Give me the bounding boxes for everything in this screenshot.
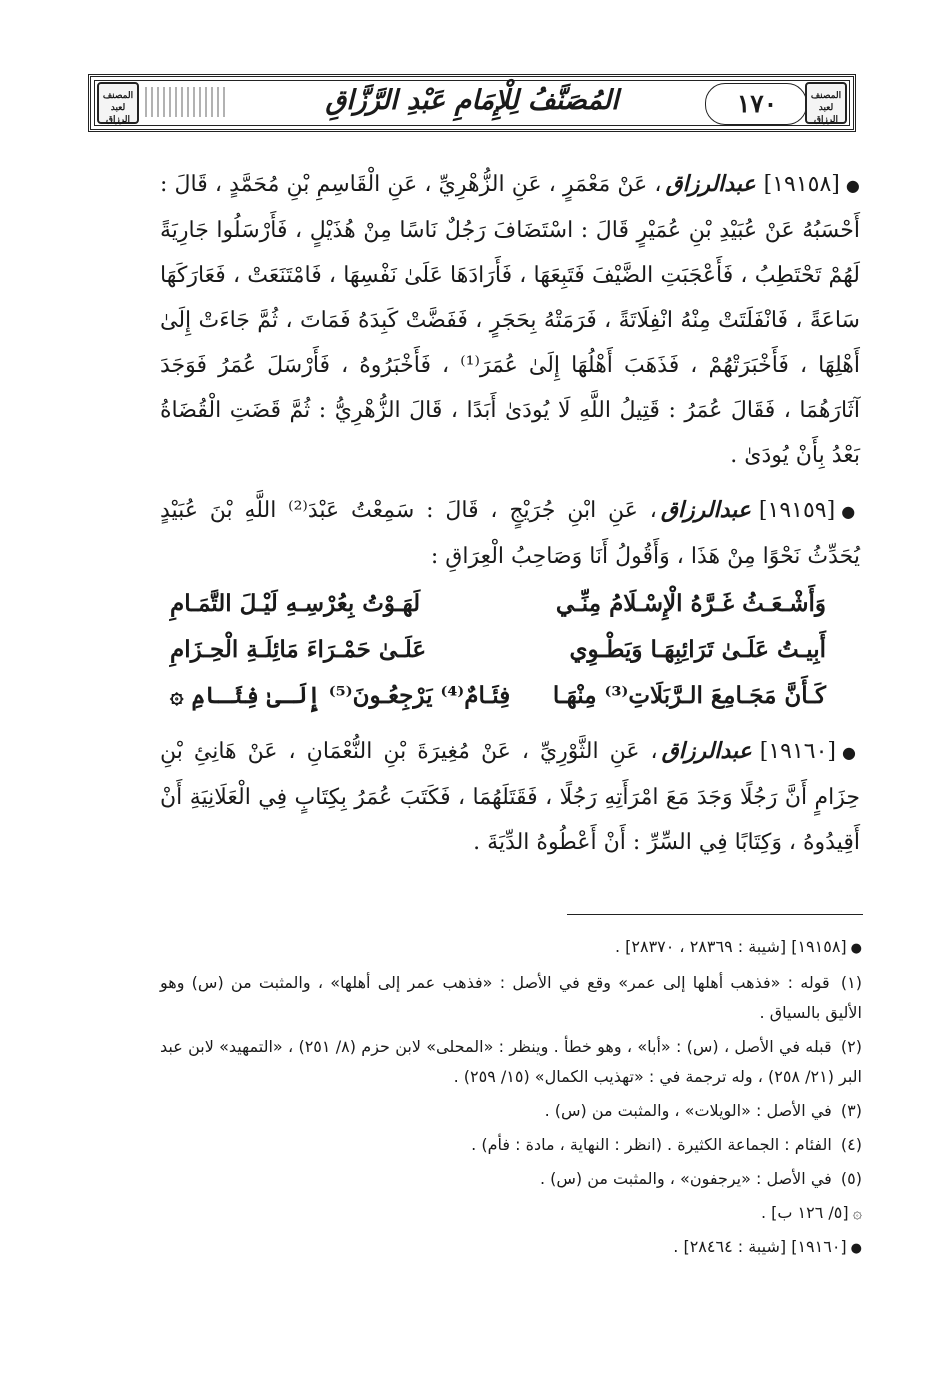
footnote-marker: (٥) xyxy=(840,1169,862,1188)
hadith-number: [١٩١٥٩] xyxy=(758,498,836,523)
poem xyxy=(160,581,860,719)
footnote xyxy=(160,1232,862,1264)
footnote-marker: (٢) xyxy=(840,1037,862,1056)
hadith-19160 xyxy=(160,729,860,865)
footnote-marker: ● xyxy=(850,1241,862,1256)
verse-second-hemistich: فِئَـامٌ⁽⁴⁾ يَرْجِعُـونَ⁽⁵⁾ إِلَـىٰ فِئَـامِ ۞ xyxy=(170,682,511,709)
footnote-marker: ● xyxy=(850,941,862,956)
footnote xyxy=(160,1032,862,1092)
footnote xyxy=(160,968,862,1028)
hadith-bullet: ● xyxy=(842,743,860,762)
footnote-text: الفئام : الجماعة الكثيرة . (انظر : النهاية ، مادة : فأم) . xyxy=(471,1135,832,1154)
footnote xyxy=(160,1164,862,1194)
footnote-marker: (٤) xyxy=(840,1135,862,1154)
hadith-author: عبدالرزاق xyxy=(660,497,751,523)
page-number: ١٧٠ xyxy=(736,89,778,118)
footnote-text: قوله : «فذهب أهلها إلى عمر» وقع في الأصل : «فذهب عمر إلى أهلها» ، والمثبت من (س) وهو الأليق بالسياق . xyxy=(160,973,862,1022)
footnote-text: قبله في الأصل ، (س) : «أبا» ، وهو خطأ . وينظر : «المحلى» لابن حزم (٨/ ٢٥١) ، «التمهيد» لابن عبد البر (٢١/ ٢٥٨) ، وله ترجمة في : «تهذيب الكمال» (١٥/ ٢٥٩) . xyxy=(160,1037,862,1086)
hadith-text: ، عَنِ ابْنِ جُرَيْجٍ ، قَالَ : سَمِعْتُ عَبْدَ⁽²⁾ اللَّهِ بْنَ عُبَيْدٍ يُحَدِّثُ نَحْوًا مِنْ هَذَا ، وَأَقُولُ أَنَا وَصَاحِبُ الْعِرَاقِ : xyxy=(160,498,860,569)
footnote xyxy=(160,1198,862,1228)
book-logo-right: المصنف لعبد الرزاق xyxy=(805,82,847,124)
hadith-number: [١٩١٦٠] xyxy=(759,739,836,764)
footnote xyxy=(160,932,862,964)
footnotes xyxy=(160,930,862,1268)
hadith-number: [١٩١٥٨] xyxy=(763,172,840,197)
verse-first-hemistich: أَبِيـتُ عَلَـىٰ تَرَائِبِهَـا وَيَطْـوِي xyxy=(569,636,826,663)
poem-verse xyxy=(160,627,860,673)
footnote-text: [٥/ ١٢٦ ب] . xyxy=(760,1203,849,1222)
footnote xyxy=(160,1096,862,1126)
hadith-19158 xyxy=(160,162,860,478)
footnote-text: في الأصل : «الويلات» ، والمثبت من (س) . xyxy=(544,1101,832,1120)
page-header xyxy=(88,74,856,132)
verse-first-hemistich: وَأَشْـعَـثُ غَـرَّهُ الْإِسْـلَامُ مِنِّـي xyxy=(555,590,826,617)
hadith-author: عبدالرزاق xyxy=(661,738,752,764)
hadith-bullet: ● xyxy=(845,176,860,195)
hadith-author: عبدالرزاق xyxy=(665,171,756,197)
footnote-marker: (٣) xyxy=(840,1101,862,1120)
hadith-19159 xyxy=(160,488,860,719)
verse-second-hemistich: عَلَـىٰ حَمْـرَاءَ مَائِلَـةِ الْحِـزَامِ xyxy=(170,636,427,663)
header-ornament-left xyxy=(145,87,225,117)
main-text xyxy=(160,162,860,875)
verse-second-hemistich: لَهَـوْتُ بِعُرْسِـهِ لَيْـلَ التَّمَـامِ xyxy=(170,590,421,617)
book-title: المُصَنَّفُ لِلْإِمَامِ عَبْدِ الرَّزَّاقِ xyxy=(325,85,619,116)
footnote-text: في الأصل : «يرجفون» ، والمثبت من (س) . xyxy=(539,1169,832,1188)
hadith-text: ، عَنِ الثَّوْرِيِّ ، عَنْ مُغِيرَةَ بْنِ النُّعْمَانِ ، عَنْ هَانِئِ بْنِ حِزَامٍ أَنَّ رَجُلًا وَجَدَ مَعَ امْرَأَتِهِ رَجُلًا ، فَقَتَلَهُمَا ، فَكَتَبَ عُمَرُ بِكِتَابٍ فِي الْعَلَانِيَةِ أَنْ أَقِيدُوهُ ، وَكِتَابًا فِي السِّرِّ : أَنْ أَعْطُوهُ الدِّيَةَ . xyxy=(160,739,860,855)
footnote-separator xyxy=(567,914,863,915)
footnote xyxy=(160,1130,862,1160)
footnote-marker: ۞ xyxy=(852,1203,862,1222)
poem-verse xyxy=(160,673,860,719)
footnote-text: [١٩١٥٨] [شيبة : ٢٨٣٦٩ ، ٢٨٣٧٠] . xyxy=(614,937,847,956)
hadith-bullet: ● xyxy=(841,502,860,521)
book-logo-left: المصنف لعبد الرزاق xyxy=(97,82,139,124)
hadith-text: ، عَنْ مَعْمَرٍ ، عَنِ الزُّهْرِيِّ ، عَنِ الْقَاسِمِ بْنِ مُحَمَّدٍ ، قَالَ : أَحْسَبُهُ عَنْ عُبَيْدِ بْنِ عُمَيْرٍ قَالَ : اسْتَضَافَ رَجُلٌ نَاسًا مِنْ هُذَيْلٍ ، فَأَرْسَلُوا جَارِيَةً لَهُمْ تَحْتَطِبُ ، فَأَعْجَبَتِ الضَّيْفَ فَتَبِعَهَا ، فَأَرَادَهَا عَلَىٰ نَفْسِهَا ، فَامْتَنَعَتْ ، فَعَارَكَهَا سَاعَةً ، فَانْفَلَتَتْ مِنْهُ انْفِلَاتَةً ، فَرَمَتْهُ بِحَجَرٍ ، فَفَضَّتْ كَبِدَهُ فَمَاتَ ، ثُمَّ جَاءَتْ إِلَىٰ أَهْلِهَا ، فَأَخْبَرَتْهُمْ ، فَذَهَبَ أَهْلُهَا إِلَىٰ عُمَرَ⁽¹⁾ ، فَأَخْبَرُوهُ ، فَأَرْسَلَ عُمَرُ فَوَجَدَ آثَارَهُمَا ، فَقَالَ عُمَرُ : قَتِيلُ اللَّهِ لَا يُودَىٰ أَبَدًا ، قَالَ الزُّهْرِيُّ : ثُمَّ قَضَتِ الْقُضَاةُ بَعْدُ بِأَنْ يُودَىٰ . xyxy=(160,172,860,468)
footnote-marker: (١) xyxy=(840,973,862,992)
poem-verse xyxy=(160,581,860,627)
footnote-text: [١٩١٦٠] [شيبة : ٢٨٤٦٤] . xyxy=(673,1237,847,1256)
verse-first-hemistich: كَـأَنَّ مَجَـامِعَ الـرَّبَلَاتِ⁽³⁾ مِنْهَـا xyxy=(552,682,826,709)
